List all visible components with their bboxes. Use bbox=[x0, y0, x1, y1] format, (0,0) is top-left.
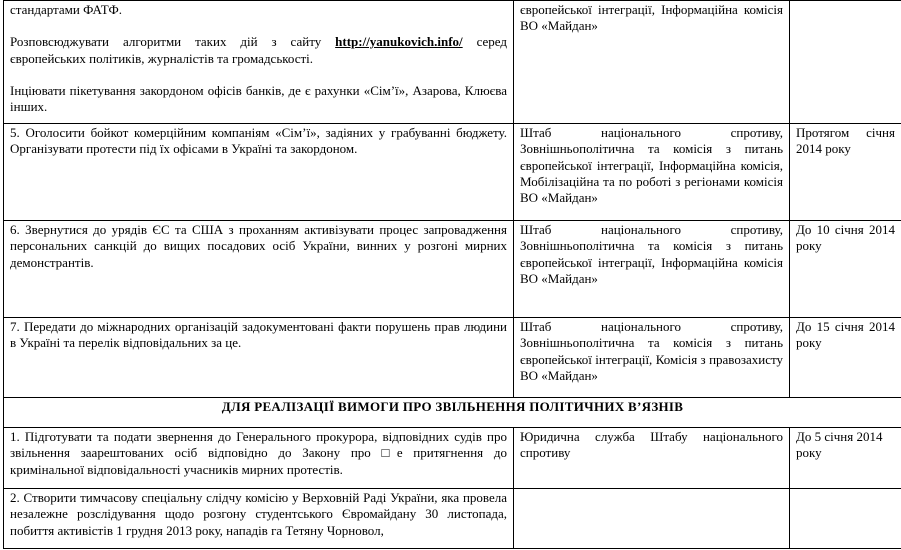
task-text bbox=[10, 34, 507, 67]
deadline-cell bbox=[790, 1, 901, 124]
task-text: стандартами ФАТФ. bbox=[10, 2, 122, 17]
table-row bbox=[4, 124, 901, 221]
table-row bbox=[4, 489, 901, 549]
responsible-cell: Штаб національного спротиву, Зовнішньополітична та комісія з питань європейської інтеграції, Інформаційна комісія, Мобілізаційна та по роботі з регіонами комісія ВО «Майдан» bbox=[514, 124, 790, 221]
action-plan-table bbox=[3, 0, 901, 549]
task-cell: 2. Створити тимчасову спеціальну слідчу комісію у Верховній Раді України, яка провела незалежне розслідування щодо розгону студентського Євромайдану 30 листопада, побиття активістів 1 грудня 2013 року, нападів га Тетяну Чорновол, bbox=[4, 489, 514, 549]
responsible-cell: європейської інтеграції, Інформаційна комісія ВО «Майдан» bbox=[514, 1, 790, 124]
responsible-cell bbox=[514, 489, 790, 549]
deadline-cell bbox=[790, 489, 901, 549]
task-cell: 1. Підготувати та подати звернення до Генерального прокурора, відповідних судів про звільнення заарештованих осіб відповідно до Закону про □е притягнення до кримінальної відповідальності учасників мирних протестів. bbox=[4, 428, 514, 489]
task-text-after-link: серед європейських політиків, журналістів та громадськості. bbox=[10, 34, 507, 66]
section-heading-row bbox=[4, 398, 901, 428]
task-text-before-link: Розповсюджувати алгоритми таких дій з сайту bbox=[10, 34, 336, 50]
table-row bbox=[4, 1, 901, 124]
table-row bbox=[4, 221, 901, 318]
task-text: Інціювати пікетування закордоном офісів банків, де є рахунки «Сім’ї», Азарова, Клюєва інших. bbox=[10, 82, 507, 115]
task-cell bbox=[4, 1, 514, 124]
deadline-cell: Протягом січня 2014 року bbox=[790, 124, 901, 221]
responsible-cell: Штаб національного спротиву, Зовнішньополітична та комісія з питань європейської інтеграції, Комісія з правозахисту ВО «Майдан» bbox=[514, 318, 790, 398]
responsible-cell: Штаб національного спротиву, Зовнішньополітична та комісія з питань європейської інтеграції, Інформаційна комісія ВО «Майдан» bbox=[514, 221, 790, 318]
task-cell: 7. Передати до міжнародних організацій задокументовані факти порушень прав людини в Україні та перелік відповідальних за це. bbox=[4, 318, 514, 398]
deadline-cell: До 15 січня 2014 року bbox=[790, 318, 901, 398]
responsible-cell: Юридична служба Штабу національного спротиву bbox=[514, 428, 790, 489]
section-heading: ДЛЯ РЕАЛІЗАЦІЇ ВИМОГИ ПРО ЗВІЛЬНЕННЯ ПОЛІТИЧНИХ В’ЯЗНІВ bbox=[4, 398, 901, 428]
task-cell: 5. Оголосити бойкот комерційним компаніям «Сім’ї», задіяних у грабуванні бюджету. Організувати протести під їх офісами в Україні та закордоном. bbox=[4, 124, 514, 221]
table-row bbox=[4, 318, 901, 398]
deadline-cell: До 10 січня 2014 року bbox=[790, 221, 901, 318]
task-cell: 6. Звернутися до урядів ЄС та США з проханням активізувати процес запровадження персональних санкцій до вищих посадових осіб України, винних у розгоні мирних демонстрантів. bbox=[4, 221, 514, 318]
table-row bbox=[4, 428, 901, 489]
deadline-cell: До 5 січня 2014 року bbox=[790, 428, 901, 489]
site-link[interactable]: http://yanukovich.info/ bbox=[335, 34, 463, 50]
